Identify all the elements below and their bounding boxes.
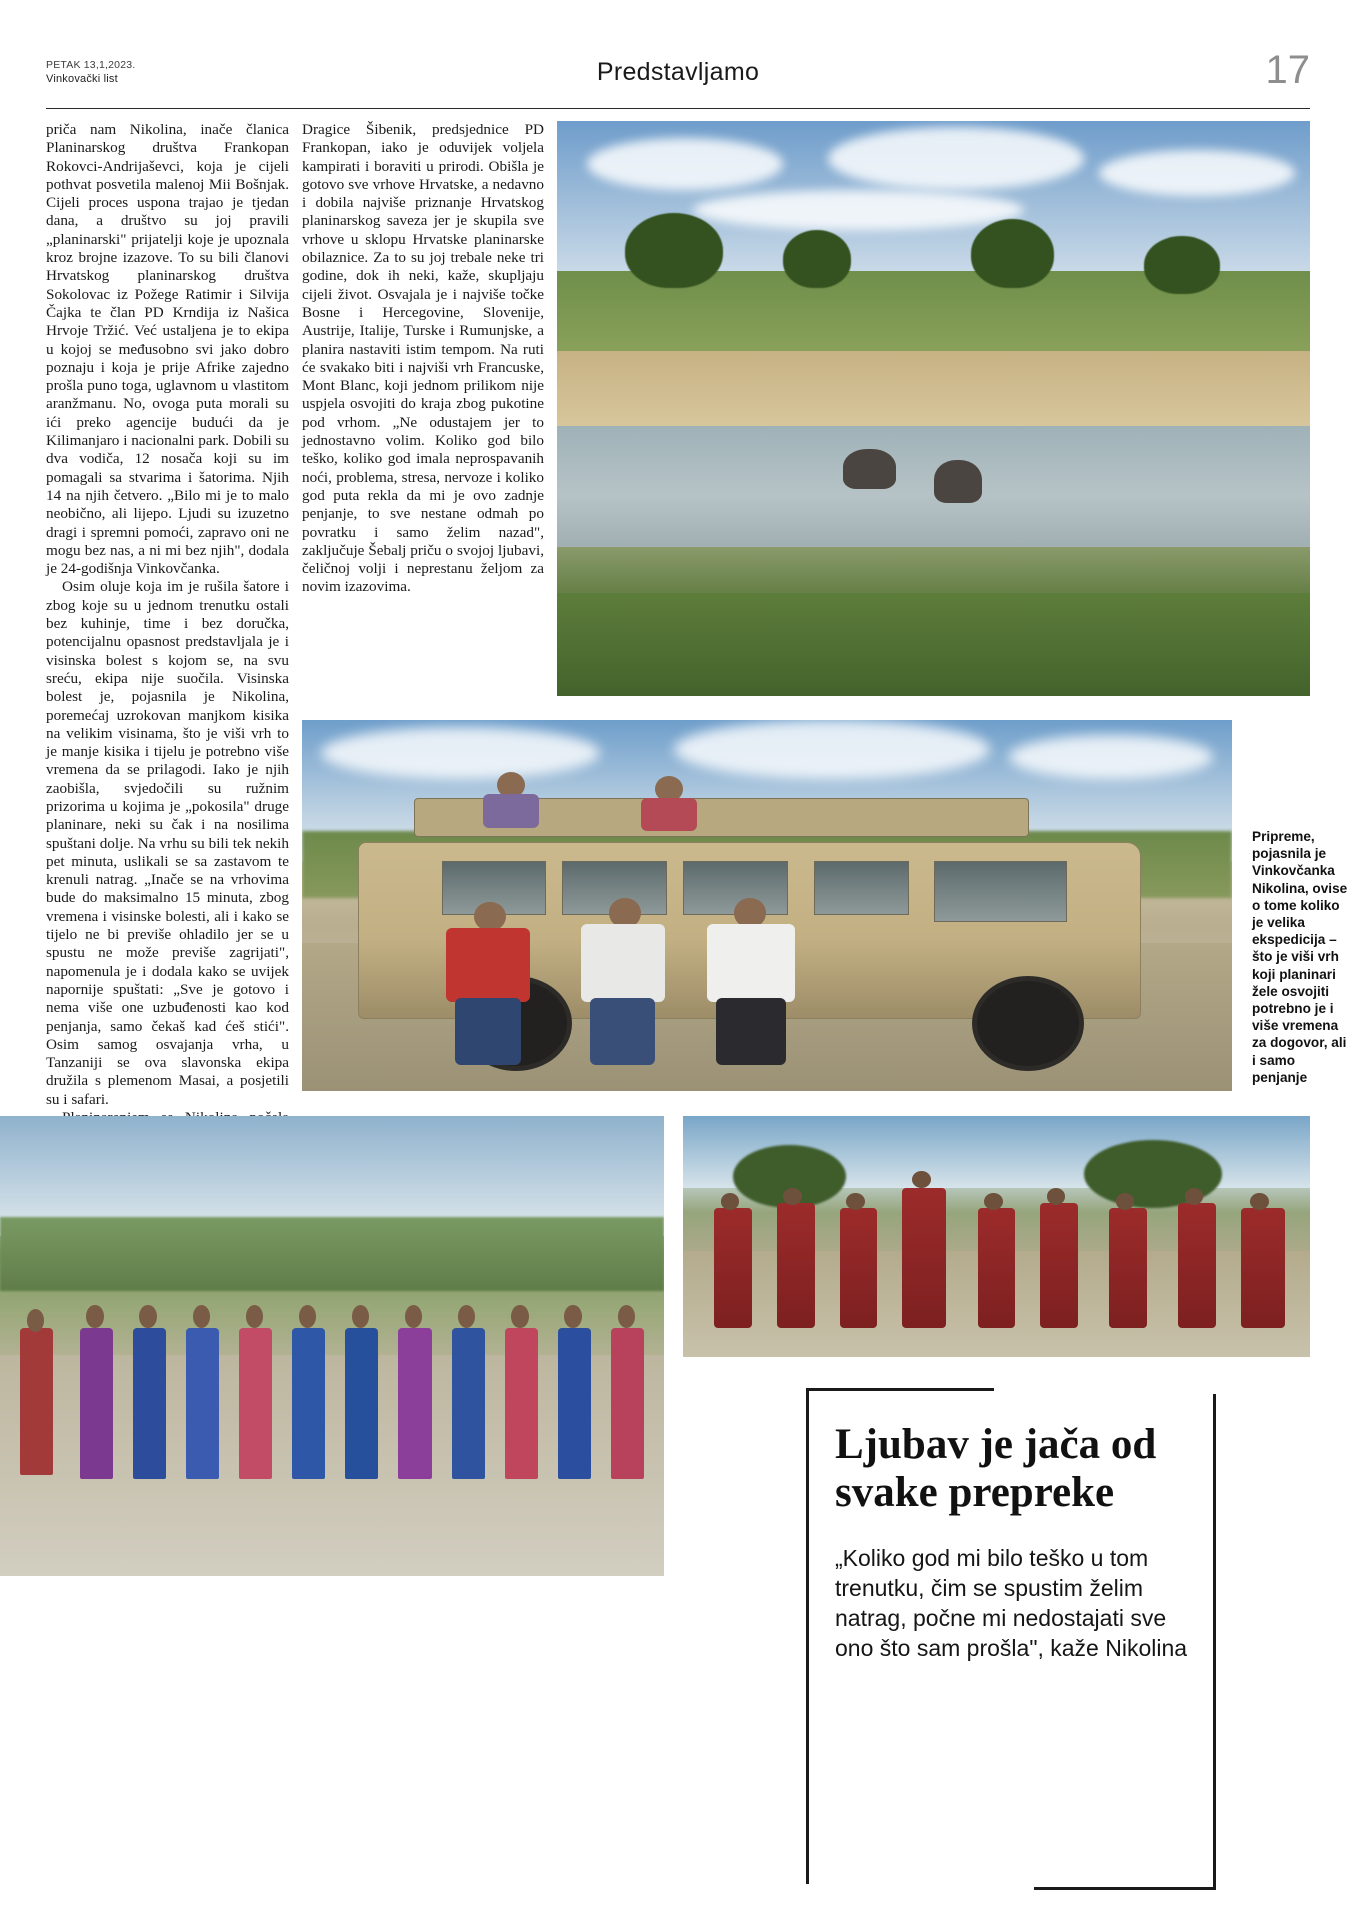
masai-figure	[80, 1328, 113, 1480]
masai-figure	[345, 1328, 378, 1480]
masai-head	[86, 1305, 103, 1328]
photo-masai-group-red	[683, 1116, 1310, 1357]
jeep-windshield	[934, 861, 1066, 922]
cliff-region	[557, 351, 1310, 432]
masai-figure	[1241, 1208, 1285, 1329]
cloud-shape	[1099, 150, 1295, 196]
masai-figure	[398, 1328, 431, 1480]
masai-figure	[505, 1328, 538, 1480]
tree-shape	[625, 213, 723, 288]
publication-name: Vinkovački list	[46, 73, 118, 85]
tree-shape	[783, 230, 851, 288]
masai-figure	[239, 1328, 272, 1480]
photo-masai-group-wide	[0, 1116, 664, 1576]
photo-safari-jeep	[302, 720, 1232, 1091]
masai-head	[139, 1305, 156, 1328]
cloud-shape	[321, 727, 600, 779]
masai-head	[458, 1305, 475, 1328]
pull-quote-text: „Koliko god mi bilo teško u tom trenutku, čim se spustim želim natrag, počne mi nedostajati sve ono što sam prošla", kaže Nikolina	[835, 1545, 1188, 1661]
masai-head	[618, 1305, 635, 1328]
masai-figure	[558, 1328, 591, 1480]
masai-head	[511, 1305, 528, 1328]
masai-head	[564, 1305, 581, 1328]
masai-figure	[777, 1203, 815, 1328]
masai-figure	[840, 1208, 878, 1329]
masai-head	[352, 1305, 369, 1328]
masai-figure	[1109, 1208, 1147, 1329]
cloud-shape	[828, 127, 1084, 190]
jeep-wheel	[972, 976, 1084, 1071]
box-notch-top	[994, 1388, 1222, 1394]
paragraph: Dragice Šibenik, predsjednice PD Frankopan, iako je oduvijek voljela kampirati i boraviti u prirodi. Obišla je gotovo sve vrhove Hrvatske, a nedavno i dobila najviše priznanje Hrvatskog planinarskog saveza jer je skupila sve vrhove u sklopu Hrvatske planinarske obilaznice. Za to su joj trebale neke tri godine, dok ih neki, kaže, skupljaju cijeli život. Osvajala je i najviše točke Bosne i Hercegovine, Slovenije, Austrije, Italije, Turske i Rumunjske, a planira nastaviti istim tempom. Na ruti će svakako biti i najviši vrh Francuske, Mont Blanc, koji jednom prilikom nije uspjela osvojiti do kraja zbog pukotine pod vrhom. „Ne odustajem jer to jednostavno volim. Koliko god bilo teško, koliko god imala neprospavanih noći, problema, stresa, nervoze i koliko god puta rekla da mi je ovo zadnje penjanje, to sve nestane odmah po povratku i samo želim nazad", zaključuje Šebalj priču o svojoj ljubavi, čeličnoj volji i neprestanu željom za novim izazovima.	[302, 121, 544, 596]
hill-region	[0, 1217, 664, 1291]
passenger-body	[483, 794, 539, 827]
masai-head	[405, 1305, 422, 1328]
masai-figure	[611, 1328, 644, 1480]
person-body-red-shirt	[446, 928, 530, 1002]
pull-quote-box	[806, 1388, 1216, 1890]
elephant-shape	[843, 449, 896, 489]
paragraph: Osim oluje koja im je rušila šatore i zbog koje su u jednom trenutku ostali bez kuhinje, time i bez doručka, potencijalnu opasnost predstavljala je i visinska bolest s kojom se, na svu sreću, ekipa nije suočila. Visinska bolest je, pojasnila je Nikolina, poremećaj uzrokovan manjkom kisika na velikim visinama, što je viši vrh to je manje kisika i tijelu je potrebno više vremena da se prilagodi. Iako je njih zaobišla, svjedočili su ružnim prizorima u kojima je „pokosila" druge planinare, neki su čak i na nosilima spuštani dolje. Na vrhu su bili tek nekih pet minuta, uslikali se sa zastavom te krenuli natrag. „Inače se na vrhovima bude do maksimalno 15 minuta, zbog vremena i visinske bolesti, ali i kako se tijelo ne bi previše ohladilo jer se u spustu ne može previše zagrijati", napomenula je i dodala kako se uvijek napornije spuštati: „Sve je gotovo i nema više one uzbuđenosti kao kod penjanja, samo čekaš kad ćeš stići". Osim samog osvajanja vrha, u Tanzaniji se ova slavonska ekipa družila s plemenom Masai, a posjetili su i safari.	[46, 578, 289, 1108]
cloud-shape	[674, 720, 990, 779]
person-body-white-shirt	[581, 924, 665, 1002]
masai-head	[846, 1193, 865, 1210]
photo-savannah-elephants	[557, 121, 1310, 696]
box-notch-bottom	[806, 1884, 1034, 1890]
masai-head	[246, 1305, 263, 1328]
masai-head	[27, 1309, 44, 1332]
masai-figure	[292, 1328, 325, 1480]
page-title: Predstavljamo	[596, 58, 760, 86]
person-legs	[590, 998, 655, 1065]
person-legs	[455, 998, 520, 1065]
masai-head	[299, 1305, 316, 1328]
tree-shape	[971, 219, 1054, 288]
masai-head	[912, 1171, 931, 1188]
masai-head	[193, 1305, 210, 1328]
person-legs	[716, 998, 786, 1065]
photo-caption: Pripreme, pojasnila je Vinkovčanka Nikolina, ovise o tome koliko je velika ekspedicija – što je viši vrh koji planinari žele osvojiti potrebno je i više vremena za dogovor, ali i samo penjanje	[1252, 829, 1348, 1085]
issue-date: PETAK 13,1,2023.	[46, 59, 136, 71]
article-column-2	[302, 121, 544, 597]
header-divider	[46, 108, 1310, 109]
masai-head	[984, 1193, 1003, 1210]
masai-figure	[186, 1328, 219, 1480]
person-body-slazenger-shirt	[707, 924, 795, 1002]
masai-figure	[1178, 1203, 1216, 1328]
tree-shape	[1144, 236, 1219, 294]
masai-figure	[714, 1208, 752, 1329]
pull-quote-title: Ljubav je jača od svake prepreke	[835, 1421, 1157, 1516]
cloud-shape	[693, 190, 1024, 230]
jeep-window	[814, 861, 909, 915]
article-column-1	[46, 121, 289, 1146]
masai-figure	[20, 1328, 53, 1475]
cloud-shape	[1009, 735, 1214, 780]
masai-figure	[133, 1328, 166, 1480]
masai-figure	[978, 1208, 1016, 1329]
page-number: 17	[1265, 48, 1310, 92]
foreground-vegetation	[557, 593, 1310, 697]
paragraph: priča nam Nikolina, inače članica Planinarskog društva Frankopan Rokovci-Andrijaševci, koja je cijeli pothvat posvetila malenoj Mii Bošnjak. Cijeli proces uspona trajao je tjedan dana, a društvo su joj pravili „planinarski" prijatelji koje je upoznala kroz brojne izazove. To su bili članovi Hrvatskog planinarskog društva Sokolovac iz Požege Ratimir i Silvija Čajka te član PD Krndija iz Našica Hrvoje Tržić. Već ustaljena je to ekipa u kojoj se međusobno svi jako dobro poznaju i koja je prije Afrike zajedno prošla puno toga, uglavnom u vlastitom aranžmanu. No, ovoga puta morali su ići preko agencije budući da je Kilimanjaro i nacionalni park. Dobili su dva vodiča, 12 nosača koji su im pomagali sa stvarima i šatorima. Njih 14 na njih četvero. „Bilo mi je to malo neobično, ali lijepo. Ljudi su izuzetno dragi i spremni pomoći, zapravo oni ne mogu bez nas, a ni mi bez njih", dodala je 24-godišnja Vinkovčanka.	[46, 121, 289, 578]
elephant-shape	[934, 460, 983, 503]
passenger-body	[641, 798, 697, 831]
masai-figure-jumping	[902, 1188, 946, 1328]
masai-figure	[1040, 1203, 1078, 1328]
masai-figure	[452, 1328, 485, 1480]
masthead	[46, 48, 1310, 102]
cloud-shape	[587, 138, 783, 190]
